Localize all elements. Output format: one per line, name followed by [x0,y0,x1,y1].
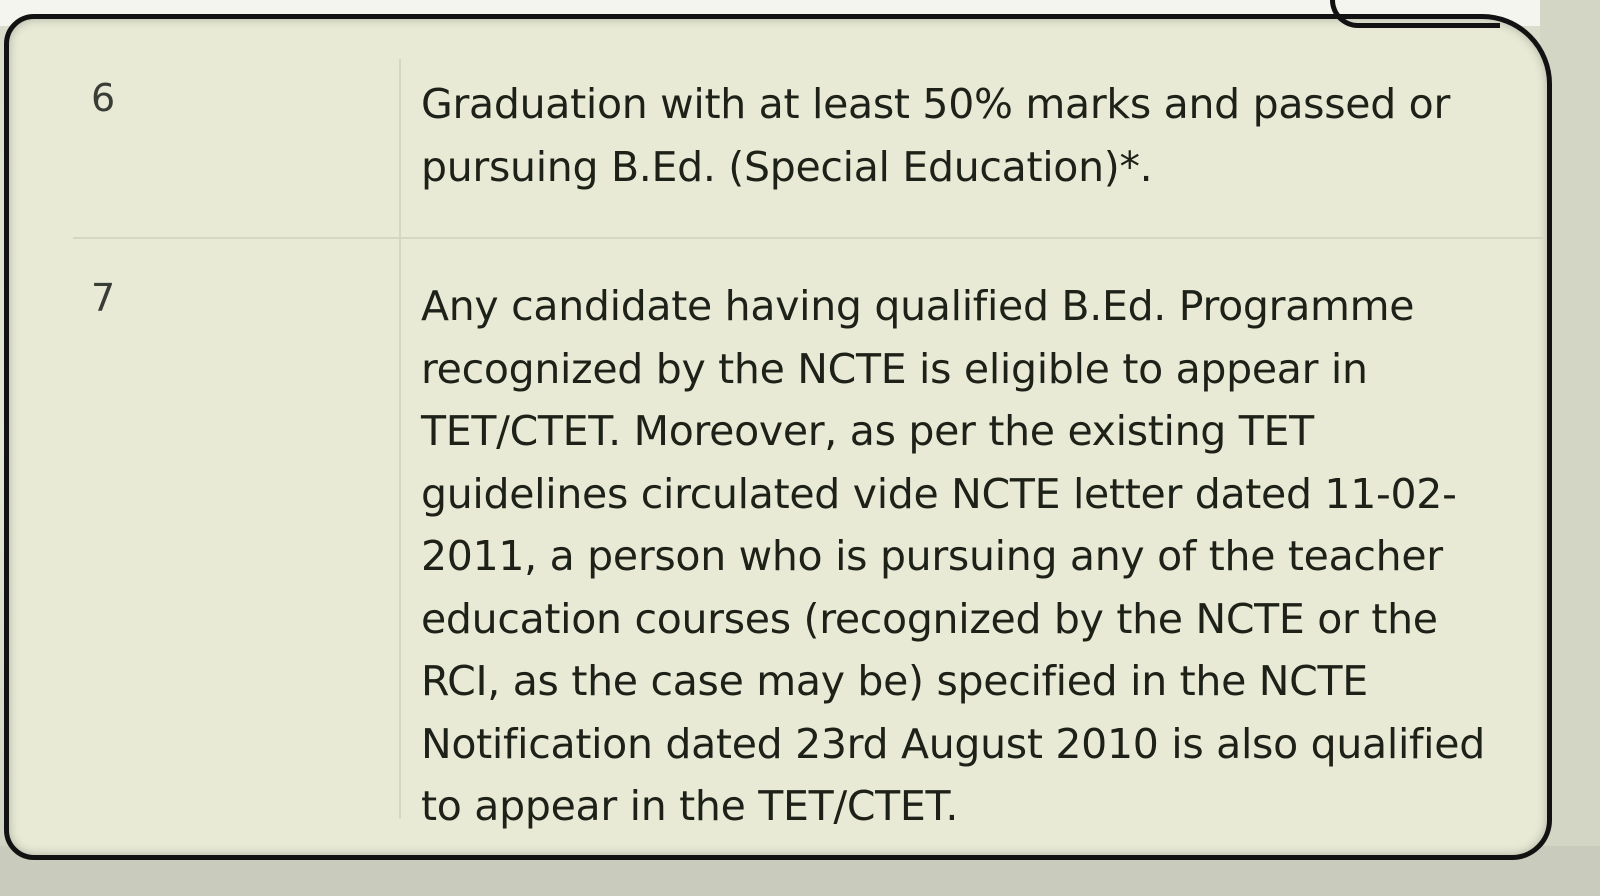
callout-bubble [4,14,1552,860]
text-line: TET/CTET. Moreover, as per the existing TET [421,407,1314,455]
text-line: to appear in the TET/CTET. [421,782,959,830]
table-row [73,59,1543,239]
row-text [421,73,1521,198]
text-line: Graduation with at least 50% marks and passed or [421,80,1450,128]
text-line: RCI, as the case may be) specified in the NCTE [421,657,1368,705]
text-line: recognized by the NCTE is eligible to appear in [421,344,1368,393]
text-line: 2011, a person who is pursuing any of the teacher [421,532,1443,580]
row-text [421,275,1521,838]
table-row [73,239,1543,839]
row-number: 7 [91,276,116,320]
bubble-tail [1330,0,1500,28]
text-line: Notification dated 23rd August 2010 is also qualified [421,719,1485,768]
row-number: 6 [91,76,116,120]
text-line: Any candidate having qualified B.Ed. Programme [421,282,1415,330]
text-line: guidelines circulated vide NCTE letter dated 11-02- [421,469,1457,518]
text-line: pursuing B.Ed. (Special Education)*. [421,142,1153,191]
eligibility-table [73,59,1543,830]
text-line: education courses (recognized by the NCTE or the [421,594,1438,643]
